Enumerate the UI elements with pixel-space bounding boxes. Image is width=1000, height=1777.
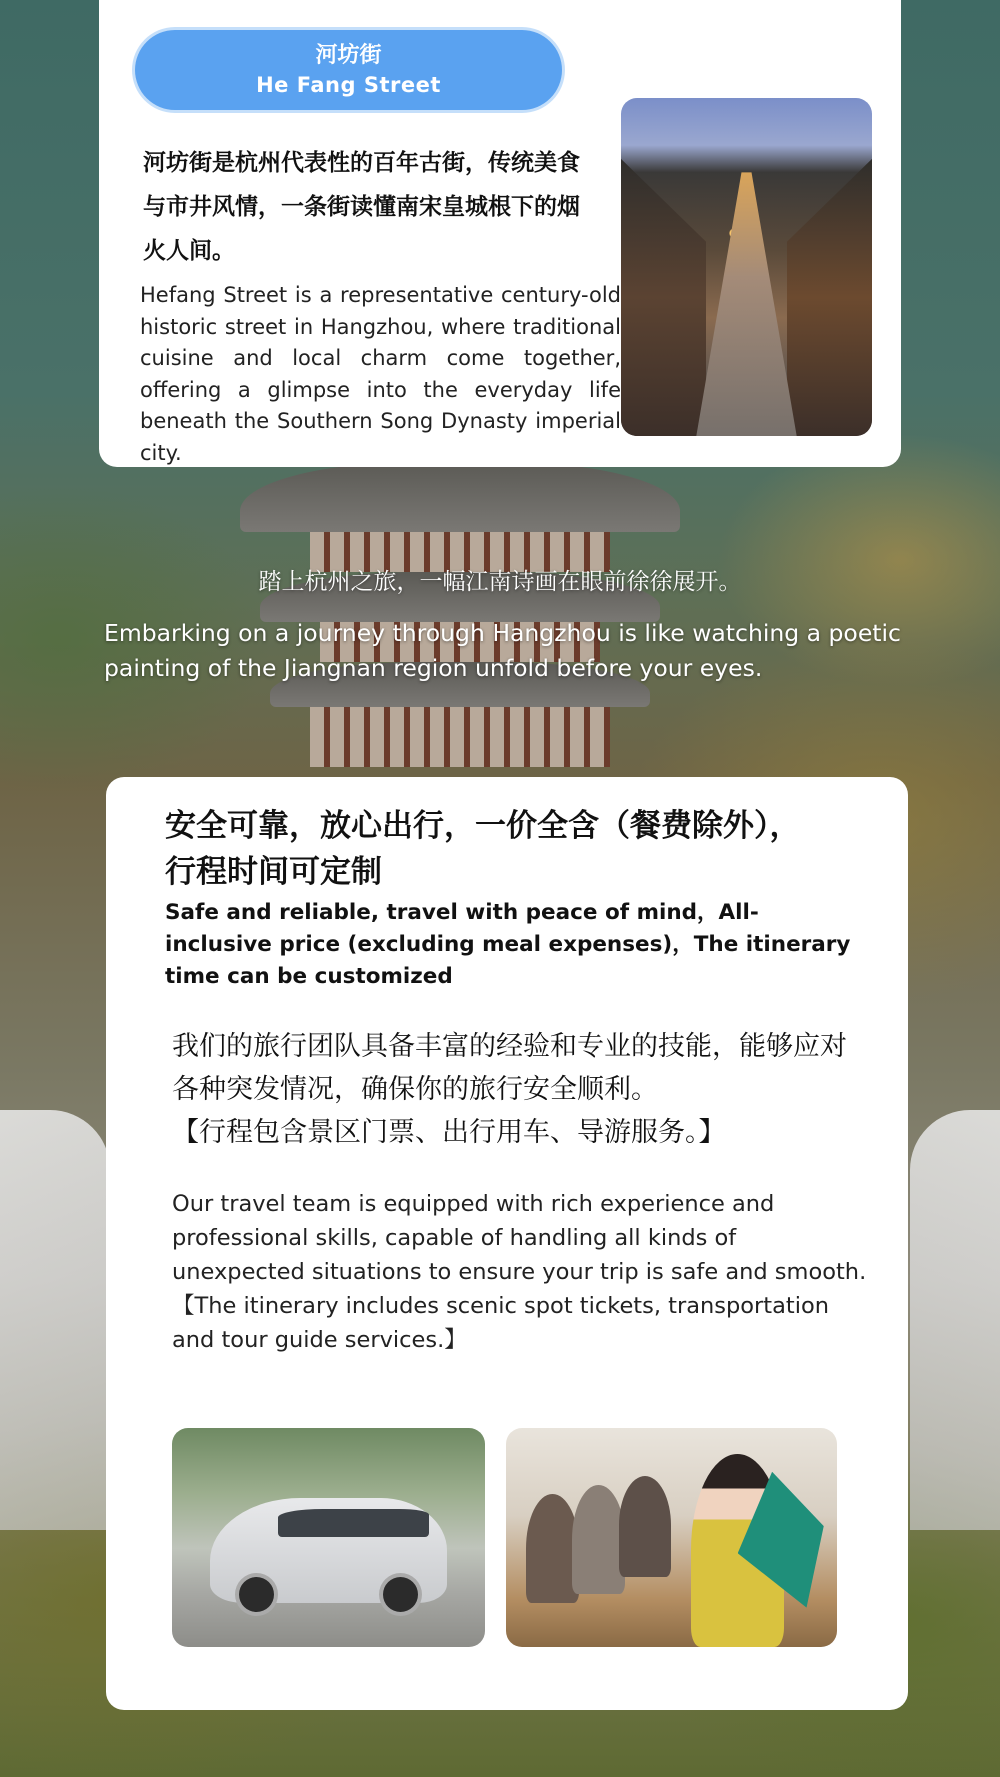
hefang-street-photo bbox=[621, 98, 872, 436]
hefang-title-badge bbox=[135, 30, 562, 110]
bridge-railing-right bbox=[910, 1110, 1000, 1530]
service-body-zh bbox=[172, 1025, 872, 1154]
journey-caption-en: Embarking on a journey through Hangzhou is like watching a poetic painting of the Jiangnan region unfold before your eyes. bbox=[104, 619, 901, 682]
service-body-en-paragraph: Our travel team is equipped with rich experience and professional skills, capable of handling all kinds of unexpected situations to ensure your trip is safe and smooth. bbox=[172, 1191, 867, 1285]
service-title-en: Safe and reliable, travel with peace of mind，All-inclusive price (excluding meal expenses)，The itinerary time can be customized bbox=[165, 900, 851, 989]
hefang-title-en: He Fang Street bbox=[256, 73, 441, 97]
hefang-intro-zh: 河坊街是杭州代表性的百年古街，传统美食与市井风情，一条街读懂南宋皇城根下的烟火人间。 bbox=[143, 150, 580, 264]
van-photo bbox=[172, 1428, 485, 1647]
service-body-en-includes: 【The itinerary includes scenic spot tickets, transportation and tour guide services.】 bbox=[172, 1293, 830, 1353]
service-body-en bbox=[172, 1187, 872, 1357]
service-body-zh-paragraph: 我们的旅行团队具备丰富的经验和专业的技能，能够应对各种突发情况，确保你的旅行安全顺利。 bbox=[172, 1031, 847, 1105]
hefang-title-zh: 河坊街 bbox=[315, 43, 382, 68]
service-body-zh-includes: 【行程包含景区门票、出行用车、导游服务。】 bbox=[172, 1117, 726, 1148]
hefang-intro-en: Hefang Street is a representative century-old historic street in Hangzhou, where traditional cuisine and local charm come together, offering a glimpse into the everyday life beneath the Southern Song Dynasty imperial city. bbox=[140, 283, 621, 465]
journey-caption-zh: 踏上杭州之旅，一幅江南诗画在眼前徐徐展开。 bbox=[258, 569, 742, 595]
tour-guide-dining-photo bbox=[506, 1428, 837, 1647]
bridge-railing-left bbox=[0, 1110, 110, 1530]
service-title-zh: 安全可靠，放心出行，一价全含（餐费除外），行程时间可定制 bbox=[165, 808, 801, 890]
